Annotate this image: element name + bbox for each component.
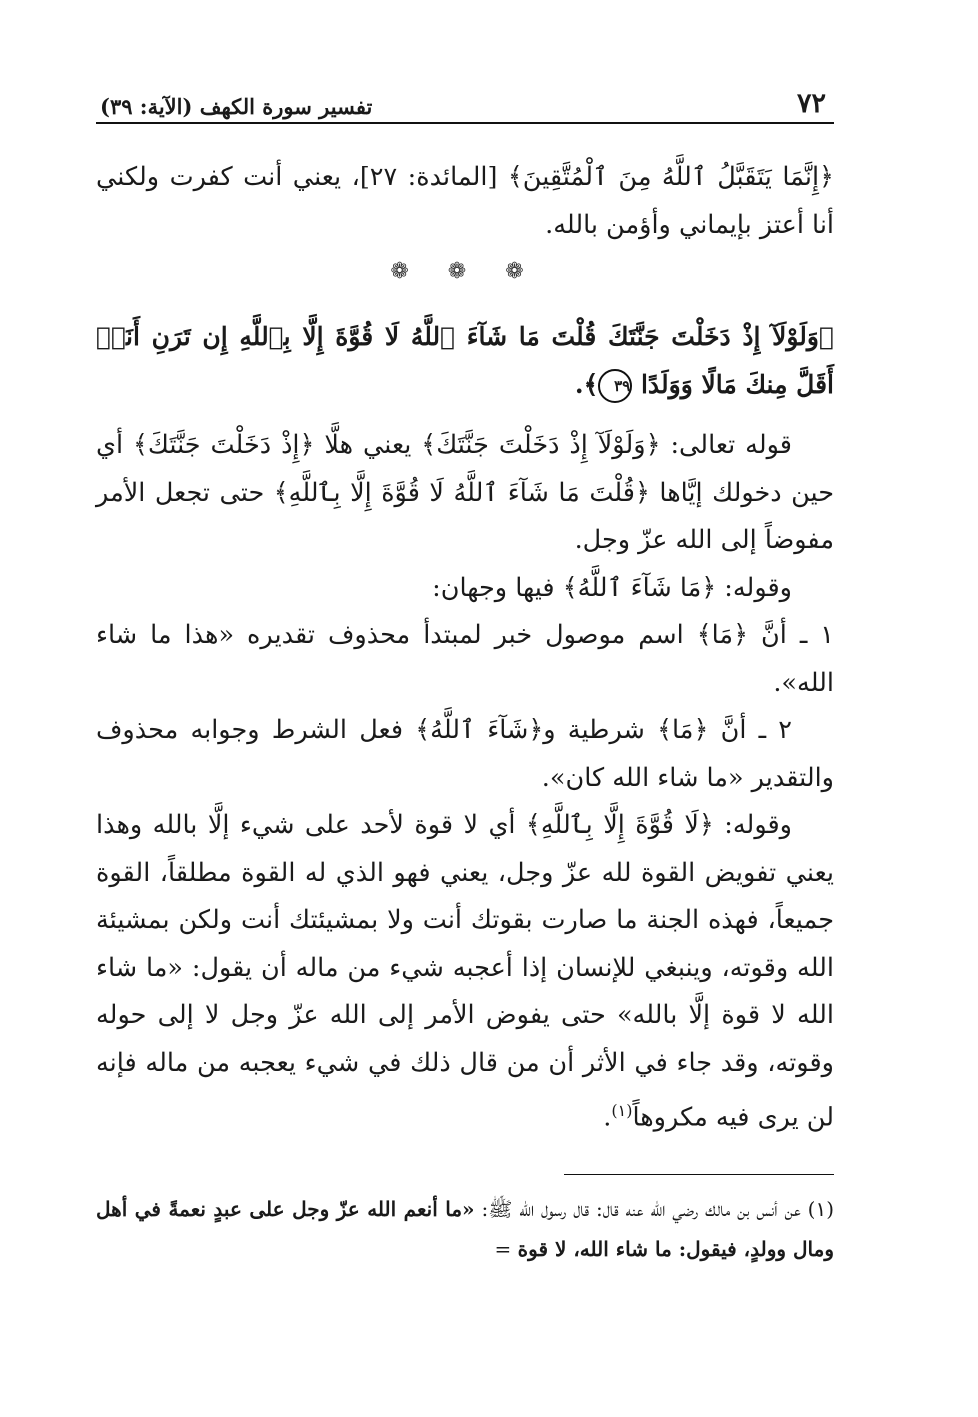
paragraph-6-text: وقوله: ﴿لَا قُوَّةَ إِلَّا بِٱللَّهِ﴾ أي لا قوة لأحد على شيء إلَّا بالله وهذا يعني تفويض القوة لله عزّ وجل، يعني فهو الذي له القوة مطلقاً، القوة جميعاً، فهذه الجنة ما صارت بقوتك أنت ولا بمشيئتك أنت ولكن بمشيئة الله وقوته، وينبغي للإنسان إذا أعجبه شيء من ماله أن يقول: «ما شاء الله لا قوة إلَّا بالله» حتى يفوض الأمر إلى الله عزّ وجل لا إلى حوله وقوته، وقد جاء في الأثر أن من قال ذلك في شيء يعجبه من ماله فإنه لن يرى فيه مكروهاً (96, 810, 834, 1133)
footnote-plain: (١) عن أنس بن مالك رضي الله عنه قال: قال رسول الله ﷺ: (481, 1197, 835, 1221)
footnote-text (96, 1189, 834, 1269)
footnote-hadith: «ما أنعم الله عزّ وجل على عبدٍ نعمةً في أهل ومال وولدٍ، فيقول: ما شاء الله، لا قوة (96, 1197, 834, 1261)
paragraph-3: وقوله: ﴿مَا شَآءَ ٱللَّهُ﴾ فيها وجهان: (432, 572, 792, 603)
paragraph-6 (96, 802, 834, 1142)
paragraph-5: ٢ ـ أنَّ ﴿مَا﴾ شرطية و﴿شَآءَ ٱللَّهُ﴾ فعل الشرط وجوابه محذوف والتقدير «ما شاء الله كان». (96, 715, 834, 793)
paragraph-2: قوله تعالى: ﴿وَلَوْلَآ إِذْ دَخَلْتَ جَنَّتَكَ﴾ يعني هلَّا ﴿إِذْ دَخَلْتَ جَنَّتَكَ﴾ أي حين دخولك إيَّاها ﴿قُلْتَ مَا شَآءَ ٱللَّهُ لَا قُوَّةَ إِلَّا بِٱللَّهِ﴾ حتى تجعل الأمر مفوضاً إلى الله عزّ وجل. (96, 430, 834, 555)
page-content (96, 82, 834, 1269)
page-header (96, 82, 834, 124)
footnote-reference: (١) (611, 1101, 633, 1120)
footnote (96, 1189, 834, 1269)
verse-text: ﴿وَلَوْلَآ إِذْ دَخَلْتَ جَنَّتَكَ قُلْتَ مَا شَآءَ ٱللَّهُ لَا قُوَّةَ إِلَّا بِٱللَّهِ إِن تَرَنِ أَنَا۠ أَقَلَّ مِنكَ مَالًا وَوَلَدًا (96, 322, 834, 399)
section-separator: ❁ ❁ ❁ (390, 259, 540, 284)
verse-end: ﴾. (574, 369, 599, 399)
paragraph-4: ١ ـ أنَّ ﴿مَا﴾ اسم موصول خبر لمبتدأ محذوف تقديره «هذا ما شاء الله». (96, 620, 834, 698)
page-number: ٧٢ (796, 88, 826, 119)
paragraph-6-end: . (603, 1102, 612, 1133)
footnote-divider (564, 1174, 834, 1175)
ayah-number-icon: ٣٩ (598, 369, 632, 403)
quran-verse (96, 313, 834, 408)
paragraph-1: ﴿إِنَّمَا يَتَقَبَّلُ ٱللَّهُ مِنَ ٱلْمُتَّقِينَ﴾ [المائدة: ٢٧]، يعني أنت كفرت ولكني أنا أعتز بإيماني وأؤمن بالله. (96, 162, 834, 240)
footnote-continuation-mark: = (494, 1237, 512, 1261)
running-title: تفسير سورة الكهف (الآية: ٣٩) (100, 94, 373, 119)
